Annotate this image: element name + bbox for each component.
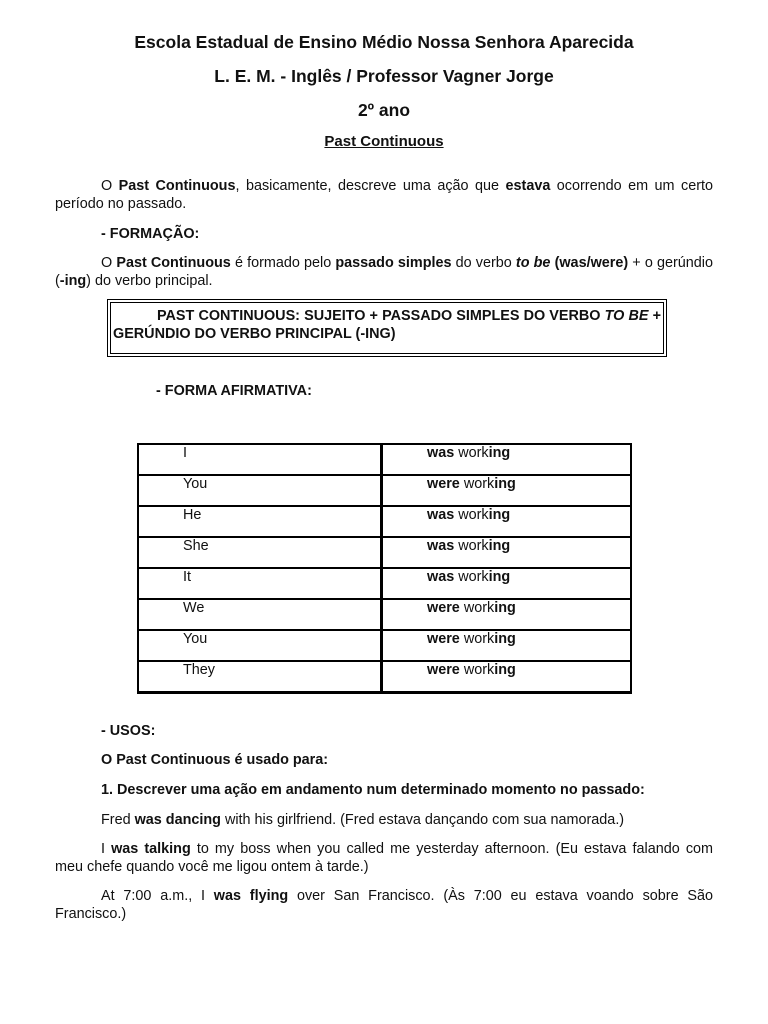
- verb-stem: work: [463, 600, 495, 616]
- uses-intro: [55, 751, 713, 769]
- text-run: ocorrendo em um certo período no passado.: [55, 178, 713, 212]
- verb-cell: [383, 631, 630, 662]
- subject-cell: She: [139, 538, 383, 569]
- table-row: [139, 600, 630, 631]
- table-row: [139, 445, 630, 476]
- auxiliary-verb: was: [427, 507, 455, 523]
- verb-cell: [383, 507, 630, 538]
- table-row: [139, 569, 630, 600]
- bold-run: Past Continuous: [118, 178, 236, 194]
- bold-run: Past Continuous: [116, 255, 231, 271]
- conjugation-table: [137, 443, 632, 694]
- text-run: + o gerúndio (: [55, 255, 714, 289]
- verb-suffix: ing: [494, 662, 516, 678]
- verb-stem: work: [458, 538, 489, 554]
- auxiliary-verb: was: [427, 538, 455, 554]
- affirmative-heading: - FORMA AFIRMATIVA:: [156, 383, 312, 399]
- bold-run: (was/were): [550, 255, 629, 271]
- formation-paragraph: [55, 254, 713, 290]
- verb-suffix: ing: [494, 600, 516, 616]
- verb-cell: [383, 445, 630, 476]
- bold-run: was flying: [213, 888, 289, 904]
- verb-stem: work: [463, 662, 495, 678]
- verb-cell: [383, 600, 630, 631]
- verb-suffix: ing: [488, 538, 511, 554]
- table-row: [139, 476, 630, 507]
- topic-title: Past Continuous: [324, 133, 444, 150]
- text-run: Fred: [101, 812, 135, 828]
- verb-stem: work: [463, 631, 495, 647]
- subject-cell: It: [139, 569, 383, 600]
- bold-run: 1. Descrever uma ação em andamento num determinado momento no passado:: [101, 782, 645, 798]
- verb-stem: work: [458, 569, 489, 585]
- verb-stem: work: [458, 445, 489, 461]
- course-title: L. E. M. - Inglês / Professor Vagner Jorge: [214, 66, 554, 86]
- formula-text: [113, 307, 661, 343]
- uses-heading: [55, 722, 713, 740]
- subject-cell: We: [139, 600, 383, 631]
- verb-cell: [383, 538, 630, 569]
- heading-text: - USOS:: [101, 723, 156, 739]
- example-1: [55, 811, 713, 829]
- verb-suffix: ing: [494, 476, 516, 492]
- bold-run: O Past Continuous é usado para:: [101, 752, 329, 768]
- verb-cell: [383, 662, 630, 691]
- text-run: to my boss when you called me yesterday afternoon. (Eu estava falando com meu chefe quando você me ligou ontem à tarde.): [55, 841, 714, 875]
- text-run: O: [101, 255, 117, 271]
- auxiliary-verb: were: [427, 662, 460, 678]
- bold-run: was talking: [111, 841, 191, 857]
- formation-heading: [55, 225, 713, 243]
- grade-title: 2º ano: [357, 100, 411, 120]
- table-row: [139, 631, 630, 662]
- subject-cell: You: [139, 631, 383, 662]
- table-row: [139, 507, 630, 538]
- bold-run: was dancing: [134, 812, 221, 828]
- text-run: At 7:00 a.m., I: [101, 888, 214, 904]
- table-row: [139, 662, 630, 691]
- intro-paragraph: [55, 177, 713, 213]
- bold-run: -ing: [59, 273, 87, 289]
- bold-italic-run: to be: [515, 255, 551, 271]
- subject-cell: He: [139, 507, 383, 538]
- text-run: O: [101, 178, 119, 194]
- auxiliary-verb: were: [427, 600, 460, 616]
- auxiliary-verb: was: [427, 445, 455, 461]
- example-3: [55, 887, 713, 923]
- verb-suffix: ing: [488, 507, 511, 523]
- text-run: ) do verbo principal.: [86, 273, 213, 289]
- verb-suffix: ing: [494, 631, 516, 647]
- verb-stem: work: [463, 476, 495, 492]
- text-run: é formado pelo: [230, 255, 336, 271]
- text-run: PAST CONTINUOUS: SUJEITO + PASSADO SIMPLES DO VERBO: [157, 308, 605, 324]
- verb-suffix: ing: [488, 569, 511, 585]
- bold-run: estava: [505, 178, 551, 194]
- text-run: with his girlfriend. (Fred estava dançando com sua namorada.): [220, 812, 625, 828]
- subject-cell: I: [139, 445, 383, 476]
- auxiliary-verb: were: [427, 631, 460, 647]
- verb-cell: [383, 569, 630, 600]
- text-run: I: [101, 841, 112, 857]
- auxiliary-verb: were: [427, 476, 460, 492]
- use-item-1: [55, 781, 713, 799]
- heading-text: - FORMAÇÃO:: [101, 226, 200, 242]
- verb-stem: work: [458, 507, 489, 523]
- auxiliary-verb: was: [427, 569, 455, 585]
- subject-cell: You: [139, 476, 383, 507]
- italic-run: TO BE: [604, 308, 649, 324]
- text-run: do verbo: [451, 255, 516, 271]
- text-run: + GERÚNDIO DO VERBO PRINCIPAL (-ING): [113, 308, 661, 342]
- verb-suffix: ing: [488, 445, 511, 461]
- school-title: Escola Estadual de Ensino Médio Nossa Senhora Aparecida: [134, 32, 634, 52]
- table-row: [139, 538, 630, 569]
- verb-cell: [383, 476, 630, 507]
- text-run: over San Francisco. (Às 7:00 eu estava voando sobre São Francisco.): [55, 888, 713, 922]
- formula-box: [110, 302, 664, 354]
- bold-run: passado simples: [335, 255, 452, 271]
- text-run: , basicamente, descreve uma ação que: [235, 178, 506, 194]
- subject-cell: They: [139, 662, 383, 691]
- example-2: [55, 840, 713, 876]
